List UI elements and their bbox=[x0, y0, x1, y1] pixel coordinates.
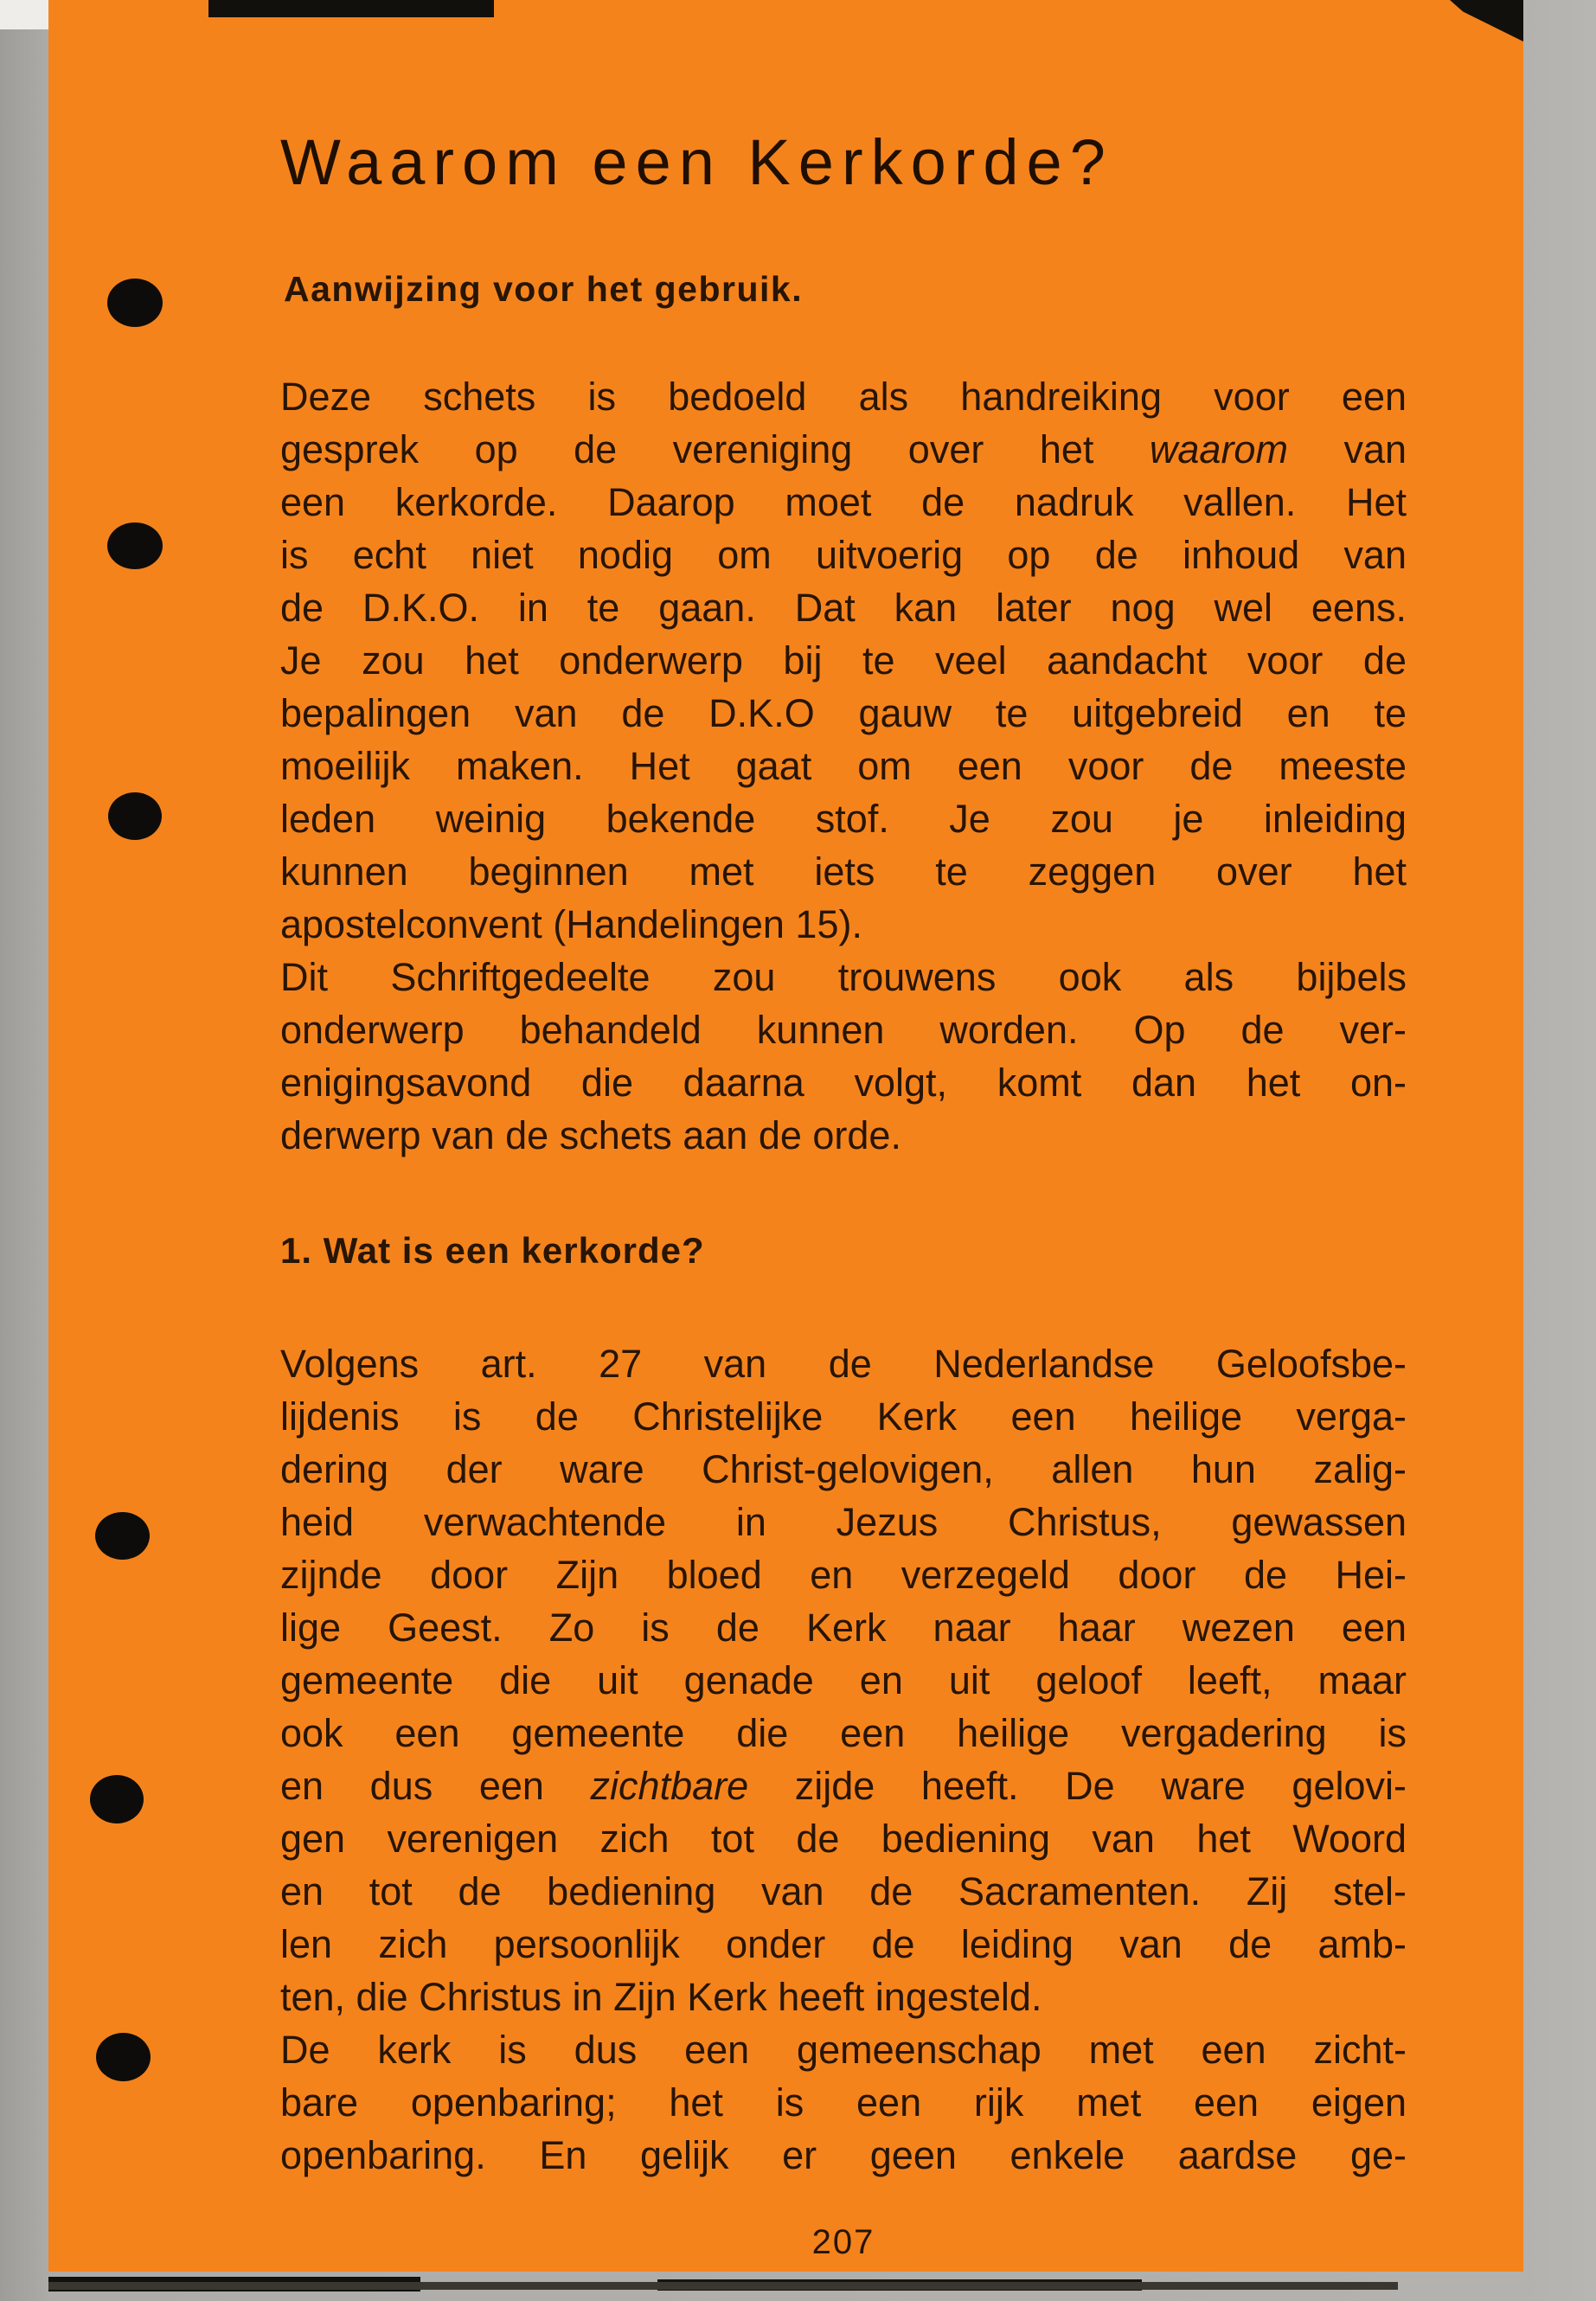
text-segment: Volgens art. 27 van de Nederlandse Geloofsbe- bbox=[280, 1342, 1407, 1386]
page-number: 207 bbox=[811, 2223, 875, 2261]
text-segment: een kerkorde. Daarop moet de nadruk vallen. Het bbox=[280, 480, 1407, 524]
text-segment: Je zou het onderwerp bij te veel aandacht voor de bbox=[280, 638, 1407, 683]
emphasized-text: waarom bbox=[1149, 427, 1288, 471]
text-segment: moeilijk maken. Het gaat om een voor de meeste bbox=[280, 744, 1407, 788]
intro-paragraph bbox=[280, 370, 1407, 1162]
text-line bbox=[280, 740, 1407, 792]
text-line bbox=[280, 951, 1407, 1003]
section-1-paragraph bbox=[280, 1337, 1407, 2182]
text-segment: zijde heeft. De ware gelovi- bbox=[748, 1764, 1407, 1808]
text-line bbox=[280, 1601, 1407, 1654]
text-line bbox=[280, 1109, 1407, 1162]
text-segment: bepalingen van de D.K.O gauw te uitgebreid en te bbox=[280, 691, 1407, 735]
text-segment: en tot de bediening van de Sacramenten. Zij stel- bbox=[280, 1869, 1407, 1913]
text-line bbox=[280, 1003, 1407, 1056]
text-line bbox=[280, 1918, 1407, 1971]
text-line bbox=[280, 1812, 1407, 1865]
punch-hole bbox=[95, 1512, 150, 1560]
paper-sheet bbox=[48, 0, 1523, 2272]
text-line bbox=[280, 1390, 1407, 1443]
emphasized-text: zichtbare bbox=[590, 1764, 749, 1808]
text-segment: ten, die Christus in Zijn Kerk heeft ingesteld. bbox=[280, 1975, 1042, 2019]
text-line bbox=[280, 1496, 1407, 1548]
text-segment: Dit Schriftgedeelte zou trouwens ook als bijbels bbox=[280, 955, 1407, 999]
text-line bbox=[280, 2129, 1407, 2182]
punch-hole bbox=[108, 792, 162, 840]
text-segment: bare openbaring; het is een rijk met een eigen bbox=[280, 2080, 1407, 2125]
text-segment: lige Geest. Zo is de Kerk naar haar wezen een bbox=[280, 1606, 1407, 1650]
text-line bbox=[280, 792, 1407, 845]
scan-artifact-bottom-edge bbox=[48, 2282, 1398, 2290]
section-1-heading: 1. Wat is een kerkorde? bbox=[280, 1230, 705, 1271]
text-line bbox=[280, 1865, 1407, 1918]
text-segment: enigingsavond die daarna volgt, komt dan het on- bbox=[280, 1061, 1407, 1105]
scan-artifact-corner-wedge bbox=[1450, 0, 1523, 42]
text-segment: onderwerp behandeld kunnen worden. Op de ver- bbox=[280, 1008, 1407, 1052]
text-segment: gesprek op de vereniging over het bbox=[280, 427, 1150, 471]
text-segment: gen verenigen zich tot de bediening van het Woord bbox=[280, 1817, 1407, 1861]
text-line bbox=[280, 581, 1407, 634]
text-segment: is echt niet nodig om uitvoerig op de inhoud van bbox=[280, 533, 1407, 577]
text-segment: len zich persoonlijk onder de leiding van de amb- bbox=[280, 1922, 1407, 1966]
text-line bbox=[280, 1548, 1407, 1601]
punch-hole bbox=[107, 279, 163, 327]
text-line bbox=[280, 476, 1407, 529]
punch-hole bbox=[96, 2033, 151, 2081]
text-line bbox=[280, 898, 1407, 951]
text-segment: apostelconvent (Handelingen 15). bbox=[280, 902, 862, 946]
text-line bbox=[280, 1443, 1407, 1496]
page-content bbox=[280, 126, 1407, 2262]
text-line bbox=[280, 1759, 1407, 1812]
text-line bbox=[280, 1337, 1407, 1390]
text-line bbox=[280, 687, 1407, 740]
text-line bbox=[280, 1971, 1407, 2023]
text-line bbox=[280, 370, 1407, 423]
text-segment: kunnen beginnen met iets te zeggen over het bbox=[280, 849, 1407, 894]
text-segment: heid verwachtende in Jezus Christus, gewassen bbox=[280, 1500, 1407, 1544]
text-line bbox=[280, 1056, 1407, 1109]
text-line bbox=[280, 423, 1407, 476]
text-line bbox=[280, 1654, 1407, 1707]
text-segment: leden weinig bekende stof. Je zou je inleiding bbox=[280, 797, 1407, 841]
text-line bbox=[280, 2023, 1407, 2076]
text-line bbox=[280, 2076, 1407, 2129]
text-segment: ook een gemeente die een heilige vergadering is bbox=[280, 1711, 1407, 1755]
text-segment: van bbox=[1287, 427, 1407, 471]
text-segment: en dus een bbox=[280, 1764, 591, 1808]
text-segment: dering der ware Christ-gelovigen, allen hun zalig- bbox=[280, 1447, 1407, 1491]
text-segment: openbaring. En gelijk er geen enkele aardse ge- bbox=[280, 2133, 1407, 2177]
punch-hole bbox=[107, 522, 163, 569]
scan-artifact-top-strip bbox=[208, 0, 494, 17]
text-line bbox=[280, 1707, 1407, 1759]
text-segment: zijnde door Zijn bloed en verzegeld door de Hei- bbox=[280, 1553, 1407, 1597]
text-line bbox=[280, 845, 1407, 898]
text-line bbox=[280, 634, 1407, 687]
text-segment: derwerp van de schets aan de orde. bbox=[280, 1113, 901, 1157]
punch-hole bbox=[90, 1775, 144, 1823]
text-segment: De kerk is dus een gemeenschap met een zicht- bbox=[280, 2028, 1407, 2072]
page-title: Waarom een Kerkorde? bbox=[280, 126, 1113, 198]
text-segment: Deze schets is bedoeld als handreiking voor een bbox=[280, 375, 1407, 419]
usage-note-heading: Aanwijzing voor het gebruik. bbox=[284, 269, 804, 309]
text-segment: de D.K.O. in te gaan. Dat kan later nog wel eens. bbox=[280, 586, 1407, 630]
text-segment: gemeente die uit genade en uit geloof leeft, maar bbox=[280, 1658, 1407, 1702]
text-line bbox=[280, 529, 1407, 581]
text-segment: lijdenis is de Christelijke Kerk een heilige verga- bbox=[280, 1394, 1407, 1439]
